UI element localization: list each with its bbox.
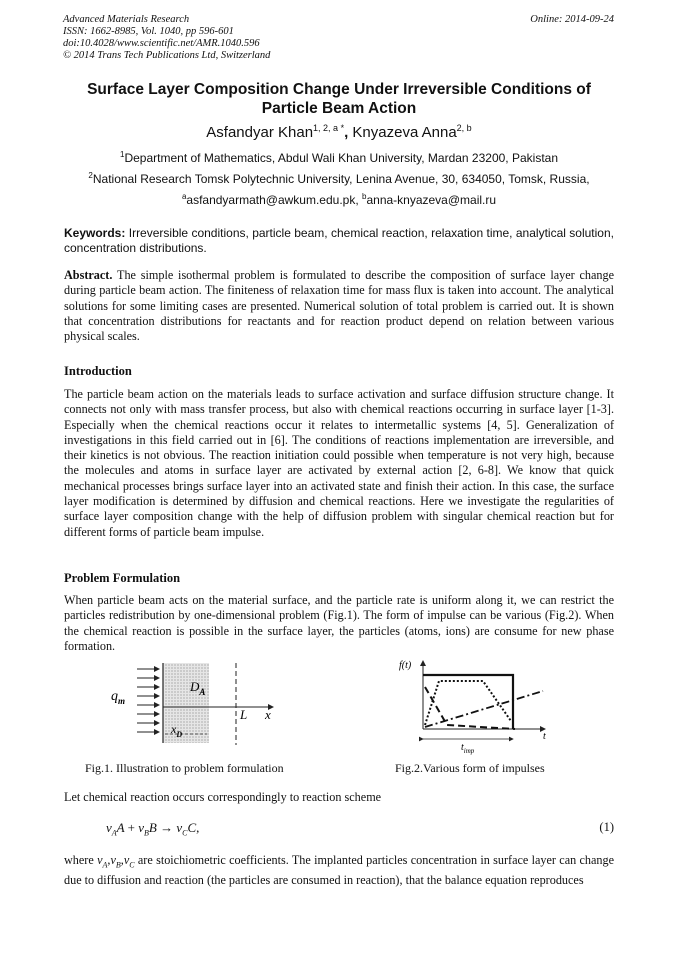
abstract-label: Abstract. [64,268,113,282]
affiliation-1-num: 1 [120,150,125,159]
figure-2-caption: Fig.2.Various form of impulses [395,761,545,775]
impulse-decaying [425,687,515,729]
DA-label: $D_A$ [190,679,206,697]
f-label: f(t) [399,660,412,671]
journal-name: Advanced Materials Research [63,14,190,25]
author-2-sup: 2, b [456,123,472,133]
author-1: Asfandyar Khan [206,124,314,141]
email-a[interactable]: asfandyarmath@awkum.edu.pk [186,193,356,207]
figure-2 [395,657,555,757]
section-problem-heading: Problem Formulation [64,571,181,585]
email-sep: , [355,193,363,207]
equation-1-number: (1) [599,820,614,834]
issn: ISSN: 1662-8985, Vol. 1040, pp 596-601 [63,26,234,37]
affiliation-2 [64,171,614,186]
reaction-intro: Let chemical reaction occurs correspondingly to reaction scheme [64,790,382,804]
author-1-sup: 1, 2, a * [313,123,345,133]
figure-1-caption: Fig.1. Illustration to problem formulation [85,761,284,775]
keywords-label: Keywords: [64,226,126,240]
author-2: Knyazeva Anna [352,124,457,141]
authors [64,123,614,141]
impulse-rectangular [423,675,513,729]
email-b[interactable]: anna-knyazeva@mail.ru [366,193,497,207]
timp-label: $t_{imp}$ [461,742,475,755]
abstract [64,268,614,344]
doi: doi:10.4028/www.scientific.net/AMR.1040.596 [63,38,260,49]
author-separator: , [344,124,349,141]
q-label: $q_m$ [111,689,126,706]
L-label: L [240,707,248,722]
affiliation-2-text: National Research Tomsk Polytechnic University, Lenina Avenue, 30, 634050, Tomsk, Russia, [92,172,590,186]
xD-label: $x_D$ [171,722,183,739]
abstract-text: The simple isothermal problem is formulated to describe the composition of surface layer change during particle beam action. The finiteness of relaxation time for mass flux is taken into account. The analytical solutions for some limiting cases are presented. Numerical solution of total problem is carried out. It is shown that concentration distributions for reactants and for reaction product depend on relation between various physical scales. [64,268,614,344]
email-a-sup: a [181,192,187,201]
affiliation-2-num: 2 [88,171,93,180]
diffusion-zone [163,663,209,743]
paper-title: Surface Layer Composition Change Under Irreversible Conditions of Particle Beam Action [87,81,591,117]
impulse-trapezoidal [425,681,511,725]
affiliation-1-text: Department of Mathematics, Abdul Wali Khan University, Mardan 23200, Pakistan [124,151,558,165]
keywords-text: Irreversible conditions, particle beam, chemical reaction, relaxation time, analytical solution, concentration distributions. [64,226,614,256]
t-label: t [543,731,546,742]
online-date: Online: 2014-09-24 [530,14,614,25]
keywords [64,226,614,257]
impulse-rising [425,691,543,727]
affiliation-1 [64,150,614,165]
email-b-sup: b [362,192,367,201]
introduction-text: The particle beam action on the materials leads to surface activation and surface diffusion structure change. It connects not only with mass transfer process, but also with chemical reactions occurring in surface layer [1-3]. Especially when the chemical reactions occur it relates to intermetallic systems [4, 5]. Generalization of investigations in this field carried out in [6]. The conditions of reactions implementation are irreversible, and their kinetics is not obvious. The reaction initiation could possible when temperature is not very high, because the molecules and atoms in surface layer are activated by external action [2, 6-8]. We know that quick mechanical processes brings surface layer into an activated state and finish their action. In this case, the surface layer modification is determined by diffusion and chemical reactions. Here we investigate the regularities of surface layer composition change with the help of diffusion problem with singular chemical reaction but for different forms of particle beam impulse. [64,387,614,539]
copyright: © 2014 Trans Tech Publications Ltd, Switzerland [63,50,271,61]
problem-text: When particle beam acts on the material surface, and the particle rate is uniform along it, we can restrict the particles redistribution by one-dimensional problem (Fig.1). The form of impulse can be various (Fig.2). When the chemical reaction is possible in the surface layer, the particles (atoms, ions) are consume for new phase formation. [64,593,614,653]
equation-1: $\nu_AA + \nu_BB \to \nu_CC$, [106,820,200,838]
stoichiometry-text: where $\nu_A,\nu_B,\nu_C$ are stoichiometric coefficients. The implanted particles concentration in surface layer can change due to diffusion and reaction (the particles are consumed in reaction), that the balance equation reproduces [64,853,615,887]
journal-header [63,14,270,62]
figure-1 [105,655,305,750]
incoming-flux-arrows [137,669,159,732]
emails [64,192,614,207]
x-axis-label: x [265,707,271,722]
section-introduction-heading: Introduction [64,364,132,378]
